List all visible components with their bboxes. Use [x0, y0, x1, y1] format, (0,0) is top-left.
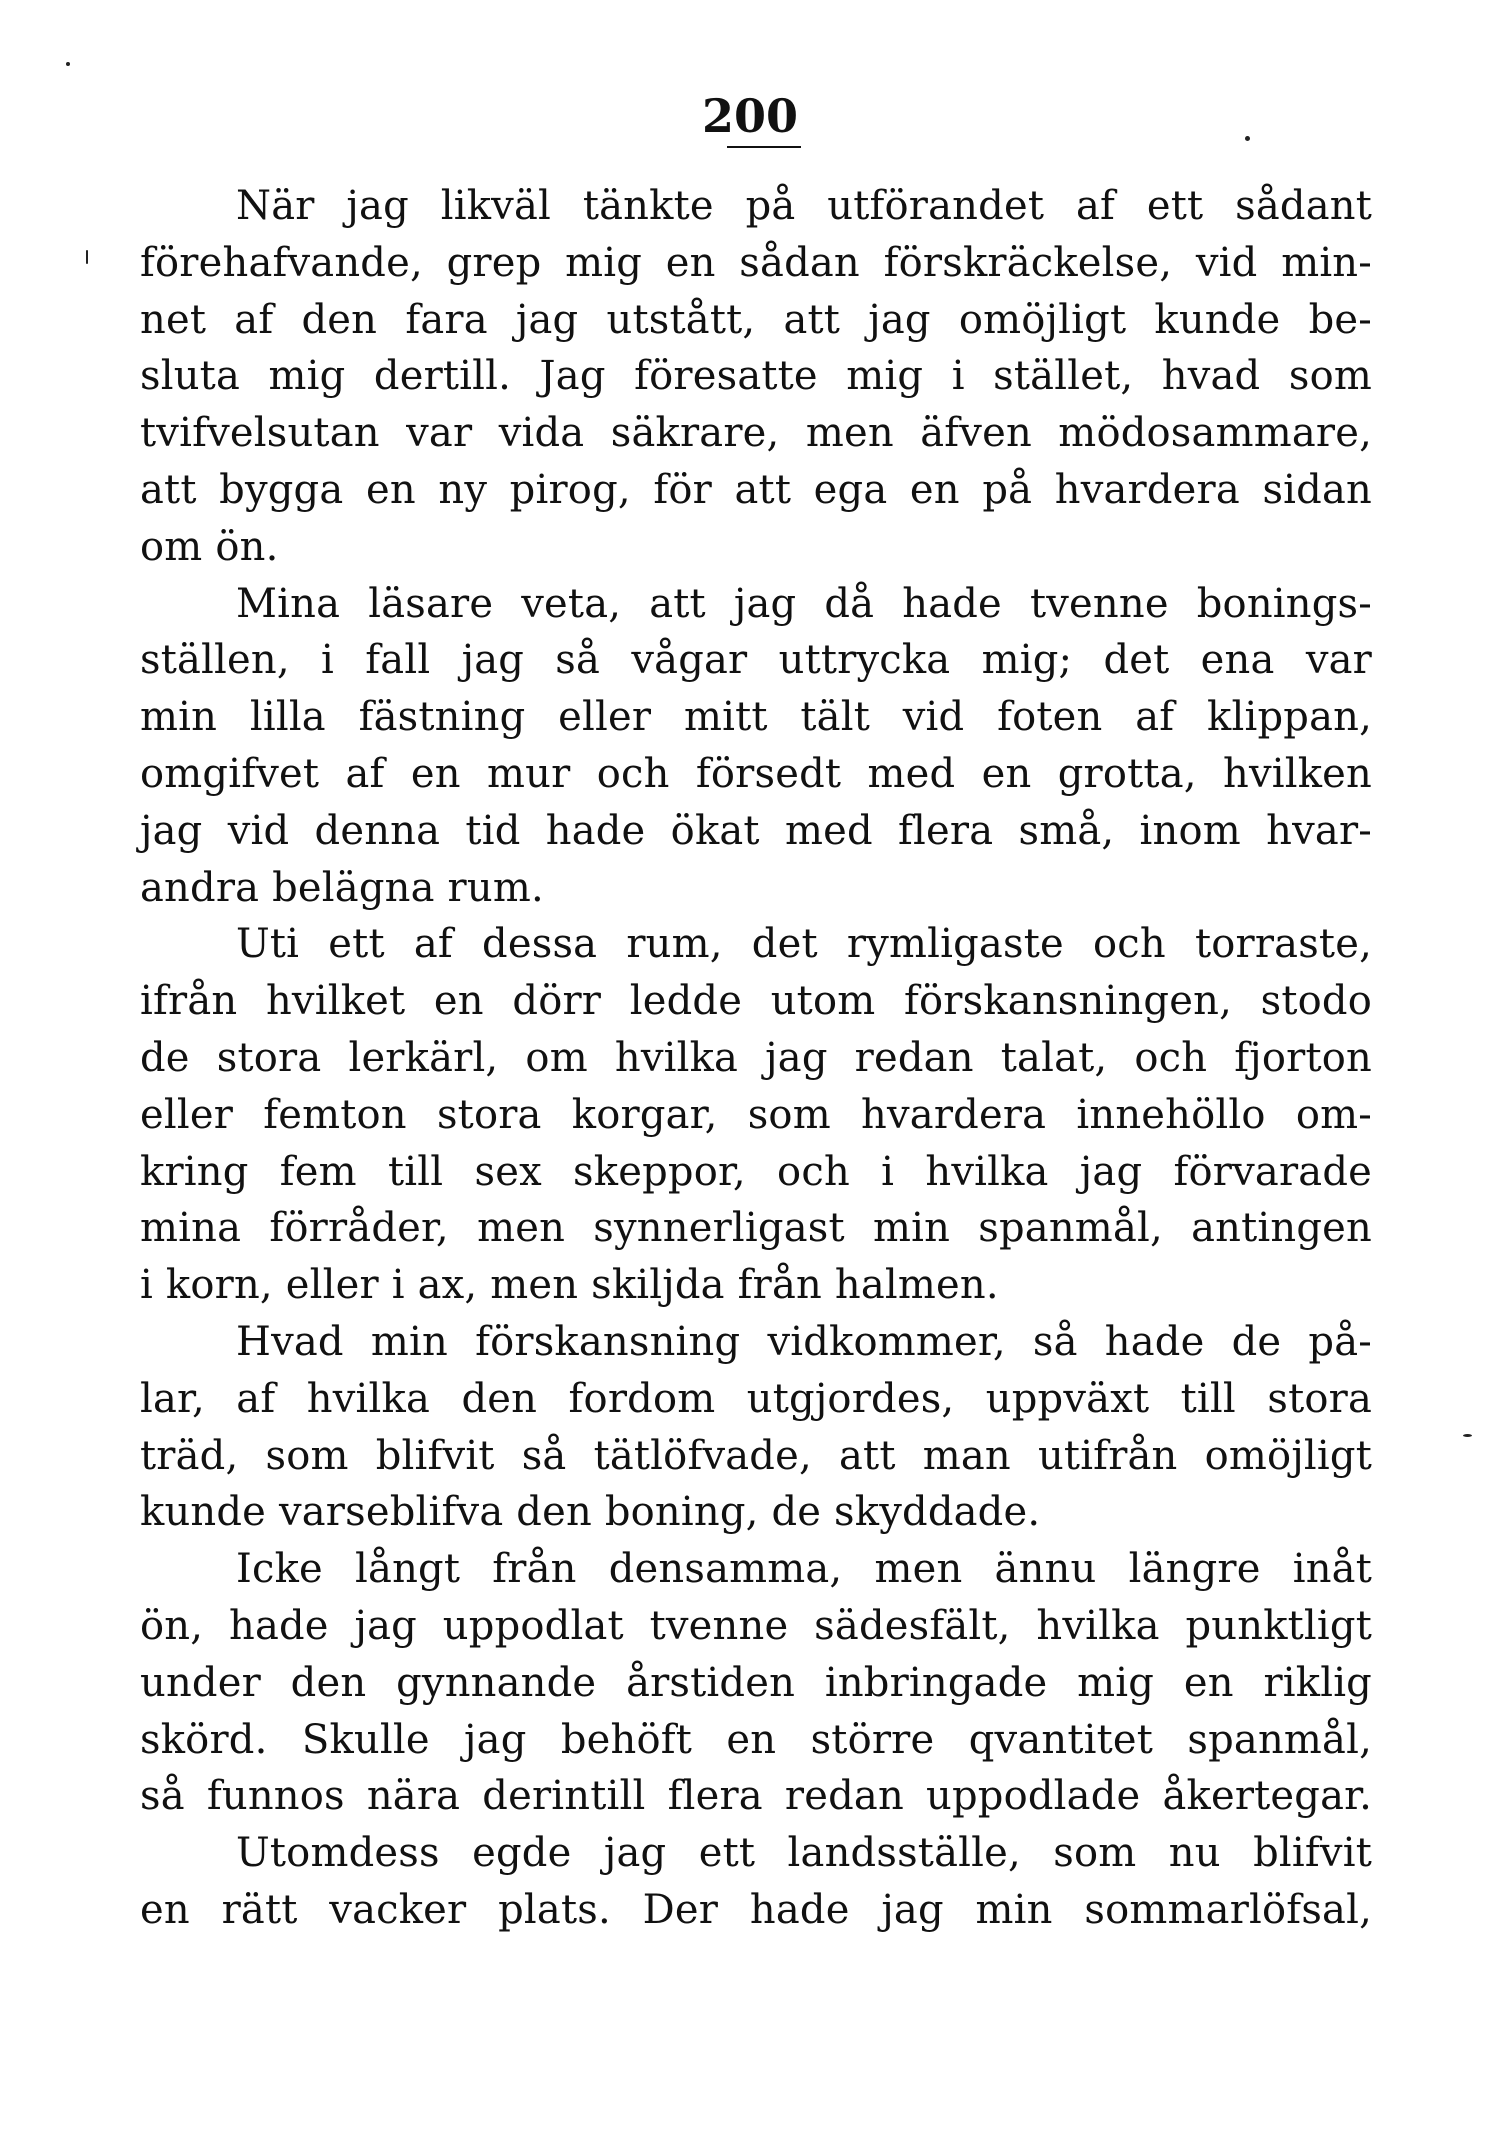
print-speck	[1245, 136, 1250, 141]
text-line: lar, af hvilka den fordom utgjordes, uppväxt till stora	[140, 1375, 1372, 1422]
text-line: ön, hade jag uppodlat tvenne sädesfält, hvilka punktligt	[140, 1602, 1372, 1649]
text-line: mina förråder, men synnerligast min spanmål, antingen	[140, 1205, 1372, 1252]
text-line: Utomdess egde jag ett landsställe, som nu blifvit	[236, 1830, 1372, 1877]
text-line: under den gynnande årstiden inbringade mig en riklig	[140, 1659, 1372, 1706]
text-line: skörd. Skulle jag behöft en större qvantitet spanmål,	[140, 1716, 1372, 1763]
text-line: Hvad min förskansning vidkommer, så hade de på-	[236, 1318, 1372, 1365]
text-line: förehafvande, grep mig en sådan förskräckelse, vid min-	[140, 239, 1372, 286]
text-line: tvifvelsutan var vida säkrare, men äfven mödosammare,	[140, 410, 1372, 457]
text-line: ifrån hvilket en dörr ledde utom förskansningen, stodo	[140, 978, 1372, 1025]
text-line: att bygga en ny pirog, för att ega en på hvardera sidan	[140, 466, 1372, 513]
text-line: ställen, i fall jag så vågar uttrycka mig; det ena var	[140, 637, 1372, 684]
text-line: min lilla fästning eller mitt tält vid foten af klippan,	[140, 694, 1372, 741]
text-line: sluta mig dertill. Jag föresatte mig i stället, hvad som	[140, 353, 1372, 400]
text-line: Mina läsare veta, att jag då hade tvenne bonings-	[236, 580, 1372, 627]
page-number-rule	[727, 146, 801, 148]
text-line: jag vid denna tid hade ökat med flera små, inom hvar-	[140, 807, 1372, 854]
text-line: en rätt vacker plats. Der hade jag min sommarlöfsal,	[140, 1886, 1372, 1933]
text-line: Uti ett af dessa rum, det rymligaste och torraste,	[236, 921, 1372, 968]
text-line: omgifvet af en mur och försedt med en grotta, hvilken	[140, 750, 1372, 797]
print-speck	[66, 62, 70, 66]
text-line: så funnos nära derintill flera redan uppodlade åkertegar.	[140, 1773, 1372, 1820]
body-text	[140, 178, 1372, 1939]
print-speck	[86, 250, 88, 264]
print-speck	[1463, 1434, 1472, 1437]
text-line: andra belägna rum.	[140, 864, 544, 911]
text-line: i korn, eller i ax, men skiljda från halmen.	[140, 1262, 999, 1309]
text-line: de stora lerkärl, om hvilka jag redan talat, och fjorton	[140, 1034, 1372, 1081]
page-number: 200	[701, 89, 799, 143]
text-line: träd, som blifvit så tätlöfvade, att man utifrån omöjligt	[140, 1432, 1372, 1479]
text-line: net af den fara jag utstått, att jag omöjligt kunde be-	[140, 296, 1372, 343]
text-line: kunde varseblifva den boning, de skyddade.	[140, 1489, 1041, 1536]
text-line: kring fem till sex skeppor, och i hvilka jag förvarade	[140, 1148, 1372, 1195]
text-line: om ön.	[140, 523, 279, 570]
text-line: Icke långt från densamma, men ännu längre inåt	[236, 1546, 1372, 1593]
text-line: eller femton stora korgar, som hvardera innehöllo om-	[140, 1091, 1372, 1138]
text-line: När jag likväl tänkte på utförandet af ett sådant	[236, 183, 1372, 229]
